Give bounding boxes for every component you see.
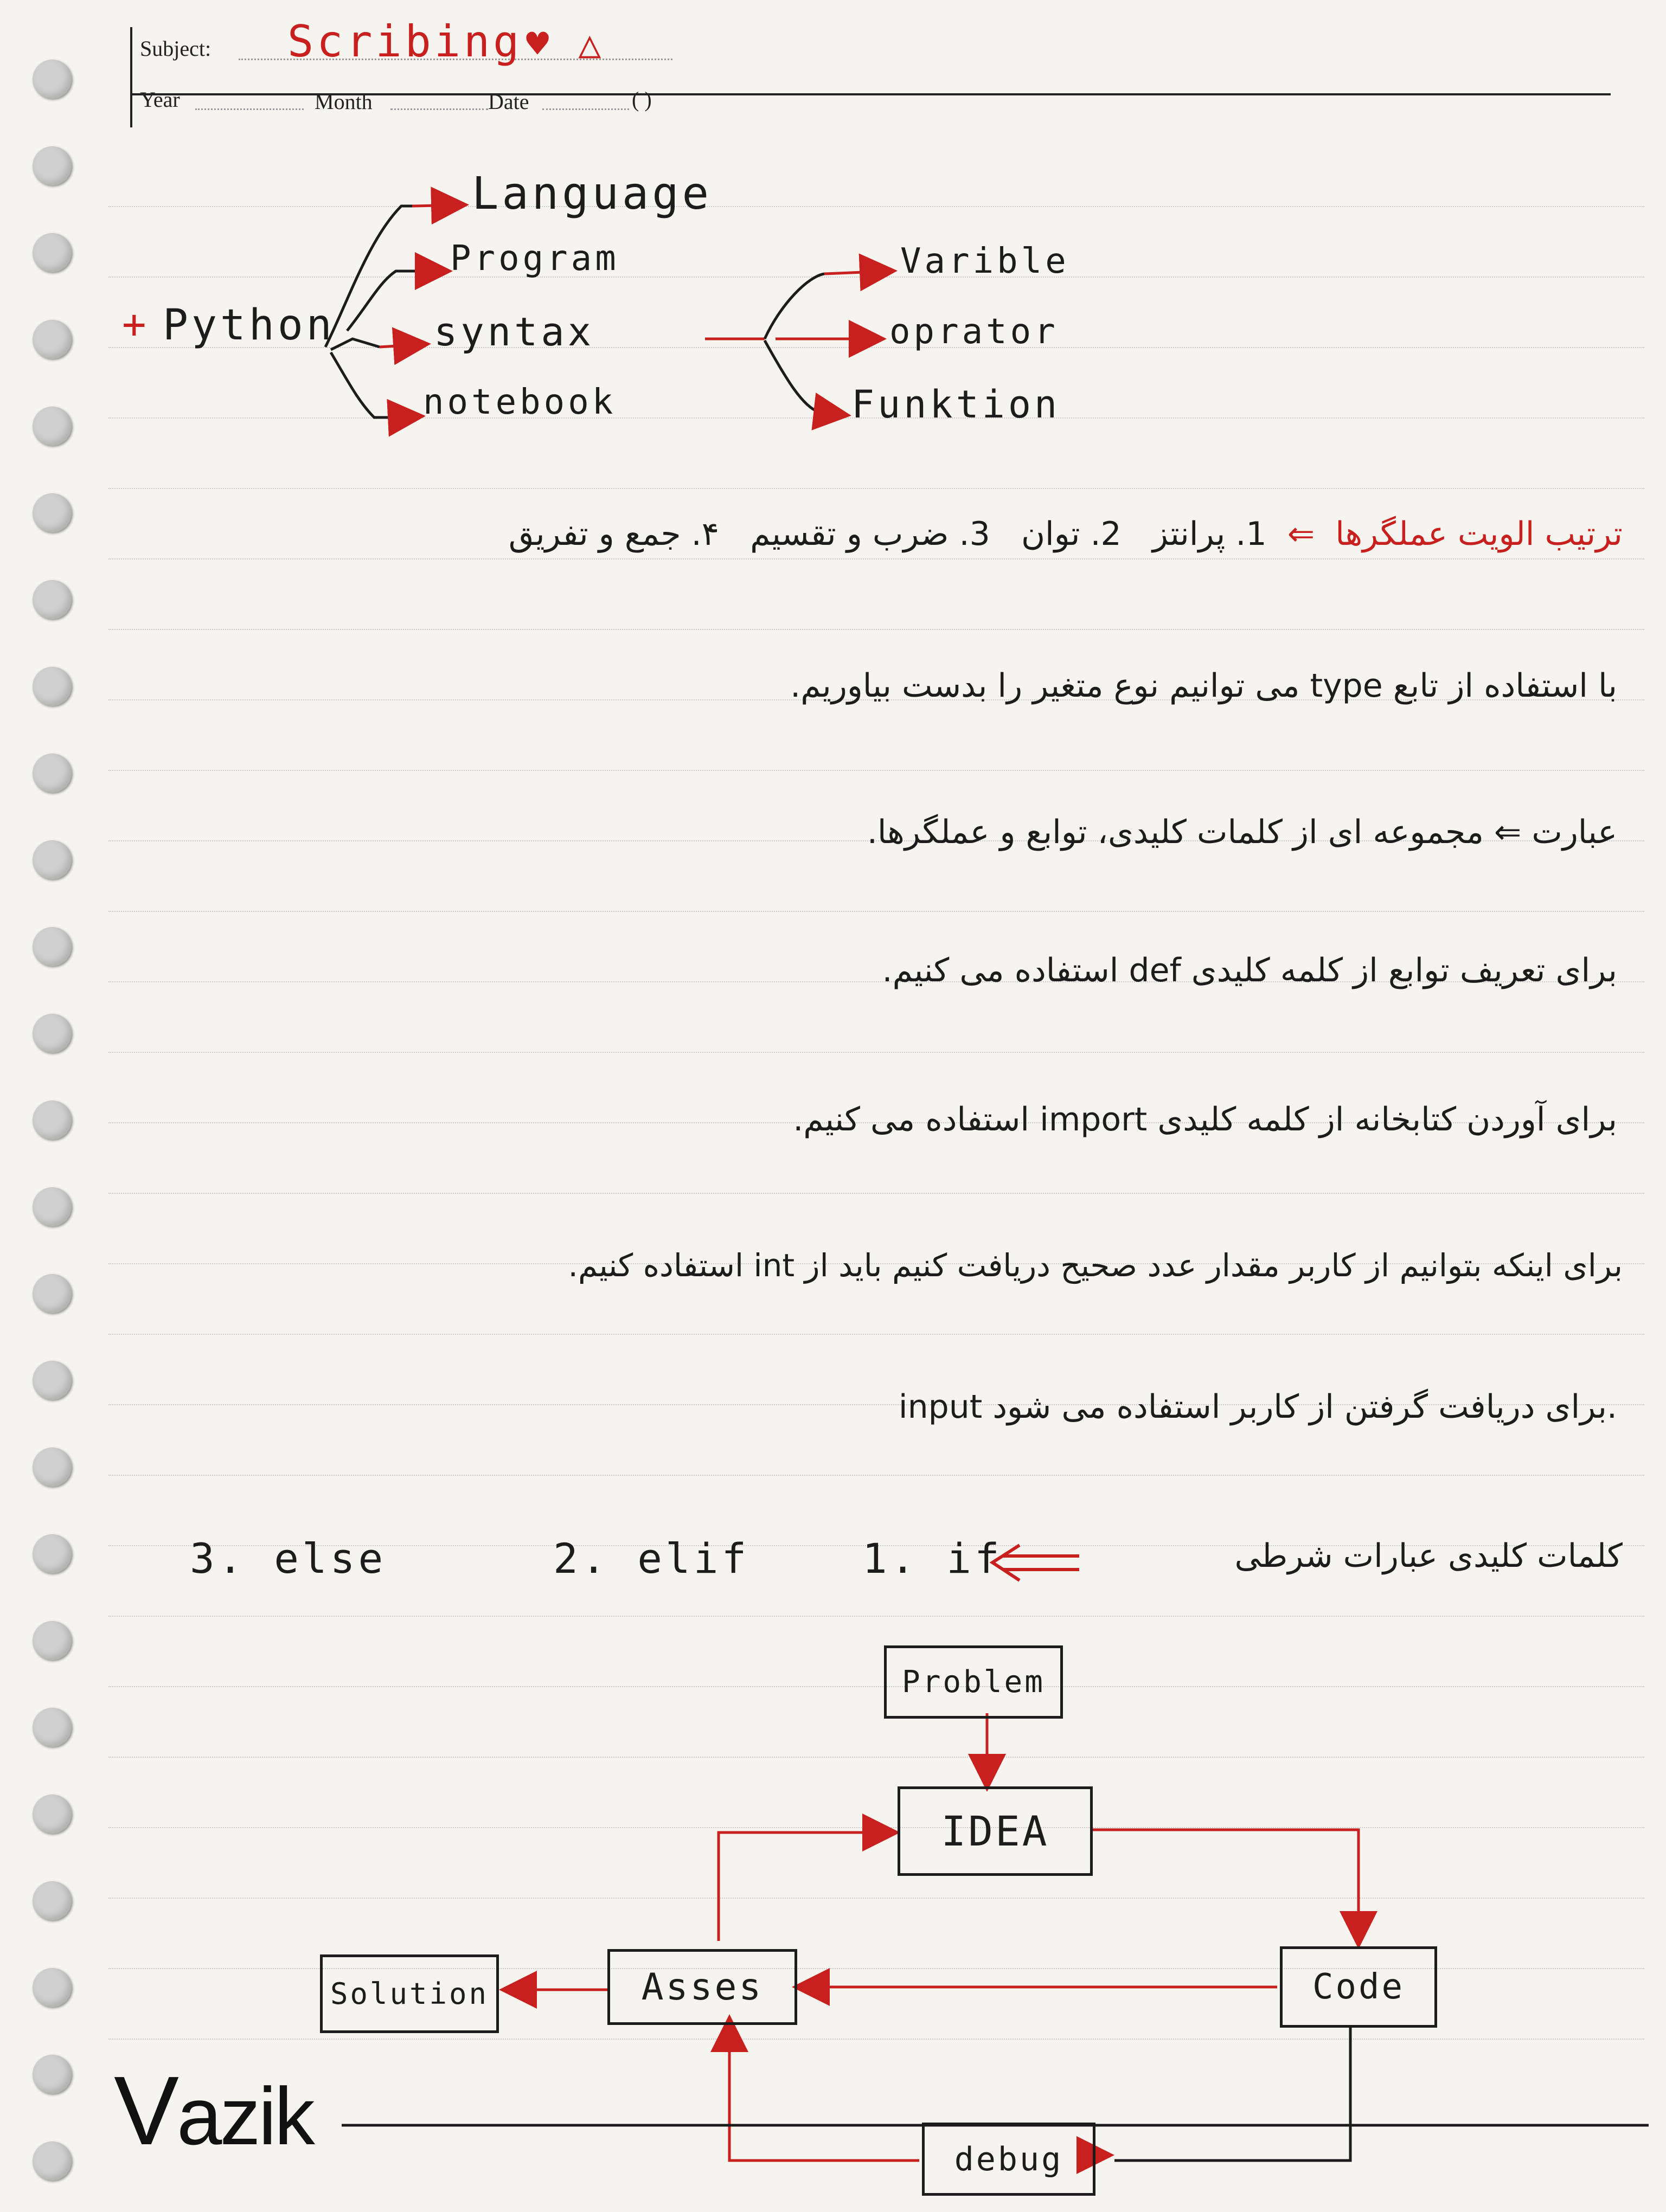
- note-input-keyword: input برای دریافت گرفتن از کاربر استفاده می شود.: [898, 1388, 1617, 1426]
- order-item-2: 2. توان: [1021, 515, 1122, 553]
- flow-box-code: Code: [1280, 1946, 1437, 2028]
- month-label: Month: [315, 89, 373, 114]
- note-phrase-definition: عبارت ⇐ مجموعه ای از کلمات کلیدی، توابع و عملگرها.: [867, 813, 1617, 851]
- mindmap-python-arrows: [380, 205, 461, 417]
- arrow-asses-to-idea: [719, 1832, 892, 1941]
- subject-label: Subject:: [140, 36, 212, 61]
- year-label: Year: [140, 87, 180, 112]
- branch-language: Language: [472, 168, 712, 220]
- order-item-4: ۴. جمع و تفریق: [508, 515, 719, 553]
- condition-if: 1. if: [862, 1534, 1003, 1583]
- subject-value: Scribing: [287, 16, 523, 67]
- note-int-keyword: برای اینکه بتوانیم از کاربر مقدار عدد صحیح دریافت کنیم باید از int استفاده کنیم.: [568, 1247, 1623, 1284]
- order-item-3: 3. ضرب و تقسیم: [750, 515, 990, 553]
- mindmap-python-connectors: [325, 206, 418, 417]
- branch-notebook: notebook: [423, 382, 617, 422]
- flowchart-arrows: [507, 1713, 1359, 2160]
- vazik-brand-logo: Vazik: [114, 2056, 313, 2165]
- flow-box-asses: Asses: [607, 1949, 797, 2025]
- condition-elif: 2. elif: [553, 1534, 750, 1583]
- note-type-function: با استفاده از تابع type می توانیم نوع متغیر را بدست بیاوریم.: [790, 667, 1617, 705]
- branch-syntax: syntax: [434, 309, 595, 355]
- arrow-debug-to-asses: [729, 2022, 919, 2160]
- condition-else: 3. else: [190, 1534, 387, 1583]
- date-label: Date: [488, 89, 529, 114]
- note-def-keyword: برای تعریف توابع از کلمه کلیدی def استفاده می کنیم.: [882, 951, 1617, 989]
- order-label: ترتیب الویت عملگرها: [1335, 515, 1623, 553]
- mindmap-root-prefix: +: [122, 301, 150, 348]
- flow-box-debug: debug: [922, 2123, 1095, 2196]
- flow-box-problem: Problem: [884, 1645, 1063, 1719]
- flow-box-idea: IDEA: [898, 1786, 1093, 1876]
- note-conditions-label: کلمات کلیدی عبارات شرطی: [1234, 1537, 1623, 1575]
- branch-program: Program: [450, 239, 619, 279]
- mindmap-syntax-connectors: [705, 271, 889, 415]
- note-operator-order: ترتیب الویت عملگرها ⇐ 1. پرانتز 2. توان 3. ضرب و تقسیم ۴. جمع و تفریق: [508, 515, 1623, 553]
- heart-triangle-doodle: ♥ △: [526, 22, 605, 66]
- line-code-to-debug: [1114, 2025, 1350, 2160]
- syntax-child-oprator: oprator: [889, 312, 1059, 352]
- order-item-1: 1. پرانتز: [1152, 515, 1267, 553]
- note-import-keyword: برای آوردن کتابخانه از کلمه کلیدی import استفاده می کنیم.: [793, 1101, 1617, 1139]
- mindmap-root: Python: [163, 301, 335, 350]
- date-paren: ( ): [632, 87, 652, 112]
- arrow-idea-to-code: [1093, 1830, 1359, 1941]
- flow-box-solution: Solution: [320, 1954, 499, 2033]
- syntax-child-varible: Varible: [900, 241, 1069, 281]
- syntax-child-funktion: Funktion: [851, 382, 1061, 427]
